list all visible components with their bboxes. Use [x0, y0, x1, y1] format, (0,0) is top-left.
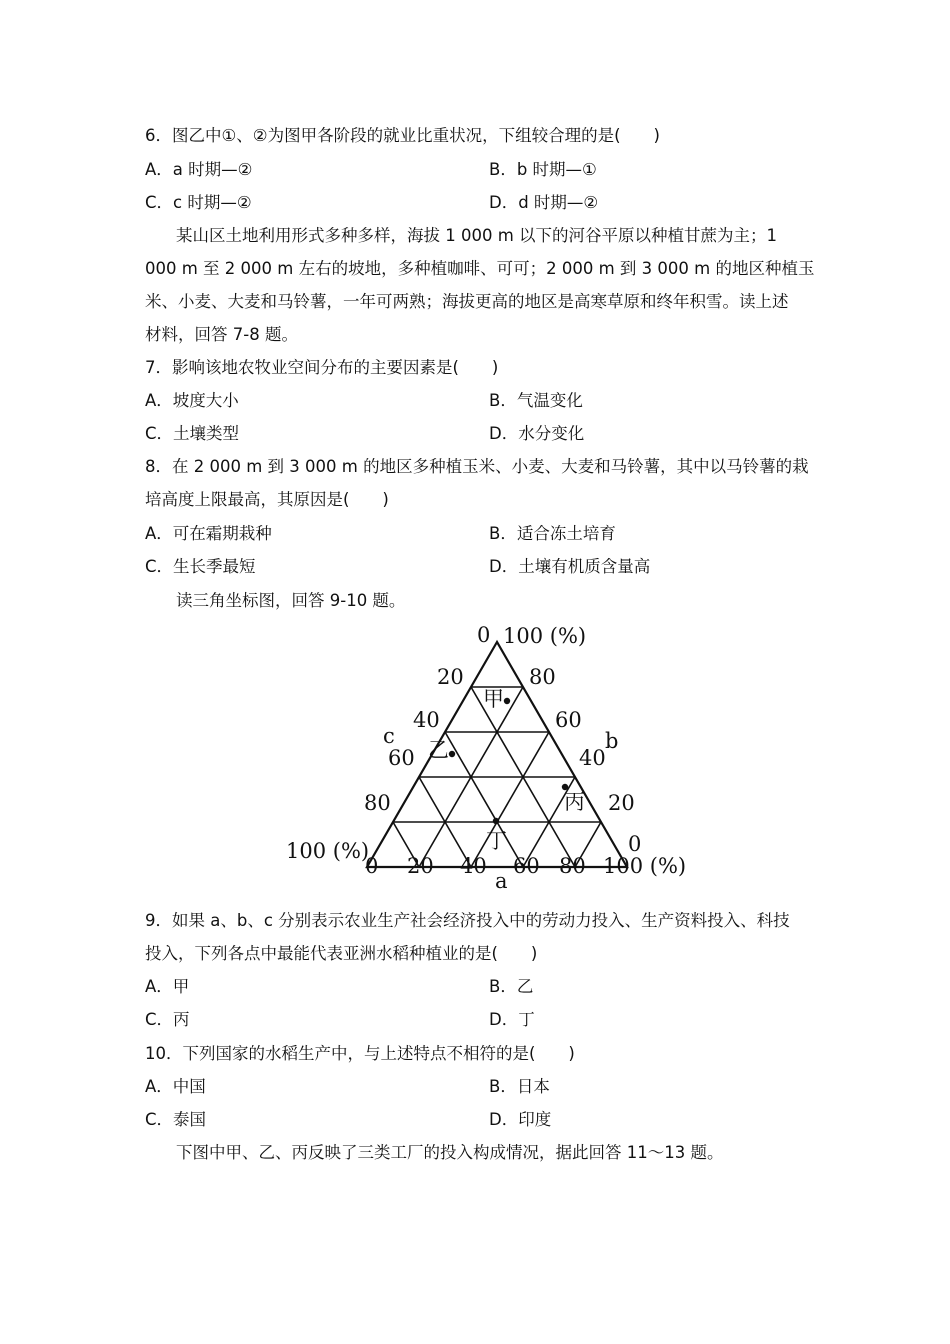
right-tick-100: 100 (%) — [503, 624, 587, 648]
left-tick-80: 80 — [364, 791, 391, 815]
q7-option-c: C．土壤类型 — [145, 424, 240, 443]
point-label-ding: 丁 — [486, 829, 507, 853]
q10-option-a: A．中国 — [145, 1077, 206, 1096]
q9-option-b: B．乙 — [489, 977, 534, 996]
point-ding — [493, 818, 499, 824]
right-tick-40: 40 — [579, 746, 606, 770]
q8-stem-line-2: 培高度上限最高，其原因是( ) — [145, 490, 389, 509]
bottom-tick-40: 40 — [460, 854, 487, 878]
point-bing — [562, 784, 568, 790]
left-tick-60: 60 — [388, 746, 415, 770]
left-tick-40: 40 — [413, 708, 440, 732]
q8-option-a: A．可在霜期栽种 — [145, 524, 272, 543]
left-tick-100: 100 (%) — [286, 839, 370, 863]
right-tick-60: 60 — [555, 708, 582, 732]
q10-stem: 10．下列国家的水稻生产中，与上述特点不相符的是( ) — [145, 1044, 575, 1063]
passage-line-4: 材料，回答 7-8 题。 — [145, 325, 298, 344]
next-section-intro: 下图中甲、乙、丙反映了三类工厂的投入构成情况，据此回答 11～13 题。 — [176, 1143, 724, 1162]
point-label-jia: 甲 — [483, 687, 504, 711]
right-tick-0: 0 — [628, 832, 642, 856]
left-tick-0: 0 — [477, 623, 491, 647]
left-tick-20: 20 — [437, 665, 464, 689]
q10-option-c: C．泰国 — [145, 1110, 207, 1129]
q6-stem: 6．图乙中①、②为图甲各阶段的就业比重状况，下组较合理的是( ) — [145, 126, 660, 145]
q6-option-c: C．c 时期—② — [145, 193, 252, 212]
passage-line-3: 米、小麦、大麦和马铃薯，一年可两熟；海拔更高的地区是高寒草原和终年积雪。读上述 — [145, 292, 789, 311]
q7-option-d: D．水分变化 — [489, 424, 585, 443]
point-label-bing: 丙 — [564, 790, 585, 814]
q9-option-d: D．丁 — [489, 1010, 535, 1029]
bottom-tick-80: 80 — [559, 854, 586, 878]
bottom-tick-60: 60 — [513, 854, 540, 878]
q9-stem-line-1: 9．如果 a、b、c 分别表示农业生产社会经济投入中的劳动力投入、生产资料投入、科技 — [145, 911, 790, 930]
q6-option-d: D．d 时期—② — [489, 193, 599, 212]
right-tick-20: 20 — [608, 791, 635, 815]
axis-a-label: a — [495, 869, 508, 893]
bottom-tick-100: 100 (%) — [603, 854, 687, 878]
q7-option-a: A．坡度大小 — [145, 391, 239, 410]
q10-option-b: B．日本 — [489, 1077, 550, 1096]
axis-c-label: c — [383, 724, 395, 748]
passage-line-1: 某山区土地利用形式多种多样，海拔 1 000 m 以下的河谷平原以种植甘蔗为主；1 — [176, 226, 778, 245]
q8-option-c: C．生长季最短 — [145, 557, 256, 576]
q8-option-b: B．适合冻土培育 — [489, 524, 616, 543]
bottom-tick-20: 20 — [407, 854, 434, 878]
q7-option-b: B．气温变化 — [489, 391, 583, 410]
q9-stem-line-2: 投入，下列各点中最能代表亚洲水稻种植业的是( ) — [145, 944, 538, 963]
q8-stem-line-1: 8．在 2 000 m 到 3 000 m 的地区多种植玉米、小麦、大麦和马铃薯，其中以马铃薯的栽 — [145, 457, 809, 476]
q9-option-c: C．丙 — [145, 1010, 190, 1029]
axis-b-label: b — [605, 729, 619, 753]
q10-option-d: D．印度 — [489, 1110, 552, 1129]
point-jia — [504, 698, 510, 704]
q6-option-b: B．b 时期—① — [489, 160, 597, 179]
q8-option-d: D．土壤有机质含量高 — [489, 557, 651, 576]
right-tick-80: 80 — [529, 665, 556, 689]
point-yi — [449, 751, 455, 757]
q6-option-a: A．a 时期—② — [145, 160, 253, 179]
q7-stem: 7．影响该地农牧业空间分布的主要因素是( ) — [145, 358, 499, 377]
q9-option-a: A．甲 — [145, 977, 190, 996]
bottom-tick-0: 0 — [365, 854, 379, 878]
passage-line-2: 000 m 至 2 000 m 左右的坡地，多种植咖啡、可可；2 000 m 到 3 000 m 的地区种植玉 — [145, 259, 815, 278]
ternary-diagram — [270, 615, 690, 895]
diagram-intro: 读三角坐标图，回答 9-10 题。 — [176, 591, 406, 610]
point-label-yi: 乙 — [428, 738, 449, 762]
